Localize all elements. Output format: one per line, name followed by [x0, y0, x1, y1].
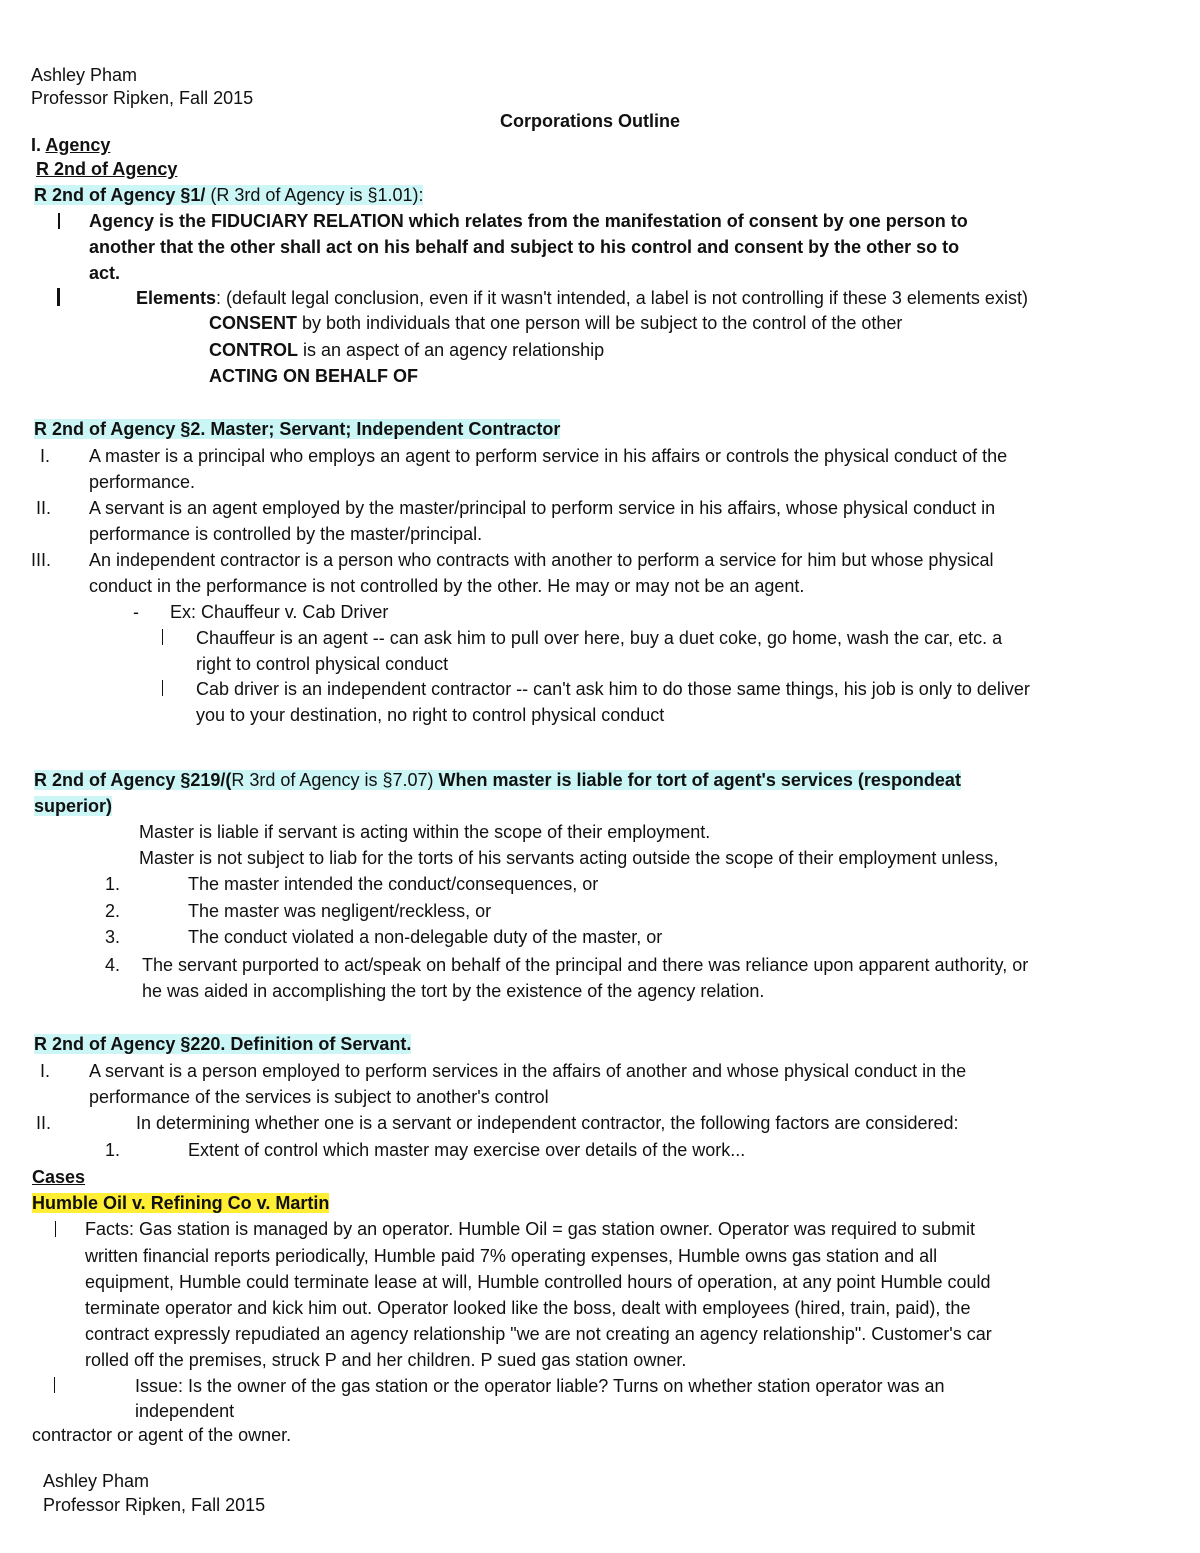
element-key: CONSENT — [209, 313, 298, 333]
footer-author: Ashley Pham — [43, 1471, 150, 1491]
case-name-text: Humble Oil v. Refining Co v. Martin — [32, 1193, 330, 1213]
cases-label: Cases — [32, 1167, 86, 1187]
s219-item: The conduct violated a non-delegable duty of the master, or — [188, 927, 663, 947]
s219-item: The master intended the conduct/consequences, or — [188, 874, 599, 894]
s219-item-line: he was aided in accomplishing the tort by the existence of the agency relation. — [142, 981, 765, 1001]
case-facts-line: written financial reports periodically, Humble paid 7% operating expenses, Humble owns gas station and all — [85, 1246, 938, 1266]
element-item — [209, 339, 604, 361]
s219-heading-d: superior) — [34, 796, 113, 816]
s1-definition-line: act. — [89, 263, 121, 283]
case-facts-line: rolled off the premises, struck P and her children. P sued gas station owner. — [85, 1350, 687, 1370]
element-key: CONTROL — [209, 340, 298, 360]
case-name — [32, 1192, 329, 1214]
facts-text: Gas station is managed by an operator. Humble Oil = gas station owner. Operator was required to submit — [134, 1219, 975, 1239]
s219-item-line: The servant purported to act/speak on behalf of the principal and there was reliance upon apparent authority, or — [142, 955, 1029, 975]
element-rest: by both individuals that one person will be subject to the control of the other — [297, 313, 903, 333]
s2-heading — [34, 418, 560, 440]
s2-item-line: An independent contractor is a person who contracts with another to perform a service for him but whose physical — [89, 550, 994, 570]
s220-item-line: performance of the services is subject to another's control — [89, 1087, 549, 1107]
list-number: 2. — [105, 901, 121, 921]
bullet-bar-icon — [54, 1377, 55, 1393]
example-line: Chauffeur is an agent -- can ask him to pull over here, buy a duet coke, go home, wash the car, etc. a — [196, 628, 1003, 648]
element-item — [209, 312, 902, 334]
s2-item-line: performance. — [89, 472, 196, 492]
course-info: Professor Ripken, Fall 2015 — [31, 88, 254, 108]
s2-item-line: conduct in the performance is not controlled by the other. He may or may not be an agent. — [89, 576, 805, 596]
dash-icon: - — [133, 602, 139, 622]
page-title: Corporations Outline — [500, 111, 680, 131]
bullet-bar-icon — [58, 213, 60, 229]
facts-label: Facts: — [85, 1219, 135, 1239]
example-line: right to control physical conduct — [196, 654, 449, 674]
s219-heading-cont — [34, 795, 112, 817]
list-number: 1. — [105, 1140, 121, 1160]
s1-heading-bold: R 2nd of Agency §1/ — [34, 185, 206, 205]
element-item — [209, 365, 418, 387]
example-title: Ex: Chauffeur v. Cab Driver — [170, 602, 389, 622]
case-facts-line: equipment, Humble could terminate lease at will, Humble controlled hours of operation, at any point Humble could — [85, 1272, 991, 1292]
s219-rule: Master is not subject to liab for the torts of his servants acting outside the scope of their employment unless, — [139, 848, 999, 868]
list-number: III. — [31, 550, 52, 570]
s1-heading-paren: (R 3rd of Agency is §1.01): — [205, 185, 424, 205]
s2-item-line: performance is controlled by the master/principal. — [89, 524, 483, 544]
s1-definition-line: Agency is the FIDUCIARY RELATION which relates from the manifestation of consent by one person to — [89, 211, 968, 231]
s220-item-line: In determining whether one is a servant or independent contractor, the following factors are considered: — [136, 1113, 959, 1133]
case-facts-line: contract expressly repudiated an agency relationship "we are not creating an agency relationship". Customer's car — [85, 1324, 992, 1344]
list-number: 4. — [105, 955, 121, 975]
s219-heading-c: When master is liable for tort of agent's services (respondeat — [433, 770, 961, 790]
author-name: Ashley Pham — [31, 65, 138, 85]
element-rest: is an aspect of an agency relationship — [298, 340, 605, 360]
bullet-bar-icon — [162, 629, 163, 645]
example-line: you to your destination, no right to control physical conduct — [196, 705, 665, 725]
case-issue-tail: contractor or agent of the owner. — [32, 1425, 292, 1445]
subheading-r2nd: R 2nd of Agency — [36, 159, 178, 179]
section-title: Agency — [45, 135, 111, 155]
s220-heading-text: R 2nd of Agency §220. Definition of Servant. — [34, 1034, 412, 1054]
case-facts-line — [85, 1218, 975, 1240]
case-facts-line: terminate operator and kick him out. Operator looked like the boss, dealt with employees (hired, train, paid), the — [85, 1298, 971, 1318]
s2-item-line: A servant is an agent employed by the master/principal to perform service in his affairs, whose physical conduct in — [89, 498, 996, 518]
list-number: II. — [36, 498, 52, 518]
list-number: II. — [36, 1113, 52, 1133]
example-line: Cab driver is an independent contractor -- can't ask him to do those same things, his job is only to deliver — [196, 679, 1030, 699]
bullet-bar-icon — [57, 288, 60, 306]
s220-sub-item: Extent of control which master may exercise over details of the work... — [188, 1140, 746, 1160]
list-number: I. — [40, 446, 51, 466]
s219-item: The master was negligent/reckless, or — [188, 901, 492, 921]
section-number: I. — [31, 135, 46, 155]
s2-item-line: A master is a principal who employs an agent to perform service in his affairs or controls the physical conduct of the — [89, 446, 1008, 466]
s219-heading — [34, 769, 961, 791]
s220-item-line: A servant is a person employed to perform services in the affairs of another and whose physical conduct in the — [89, 1061, 967, 1081]
case-issue-line: independent — [135, 1401, 235, 1421]
footer-course: Professor Ripken, Fall 2015 — [43, 1495, 266, 1515]
s219-heading-b: R 3rd of Agency is §7.07) — [231, 770, 434, 790]
list-number: I. — [40, 1061, 51, 1081]
case-issue-line: Issue: Is the owner of the gas station or the operator liable? Turns on whether station operator was an — [135, 1376, 945, 1396]
list-number: 1. — [105, 874, 121, 894]
s220-heading — [34, 1033, 411, 1055]
bullet-bar-icon — [162, 680, 163, 696]
s219-heading-a: R 2nd of Agency §219/( — [34, 770, 232, 790]
element-key: ACTING ON BEHALF OF — [209, 366, 418, 386]
section-heading-agency — [31, 134, 110, 156]
elements-line — [136, 287, 1028, 309]
s1-heading — [34, 184, 423, 206]
list-number: 3. — [105, 927, 121, 947]
s219-rule: Master is liable if servant is acting within the scope of their employment. — [139, 822, 711, 842]
elements-text: : (default legal conclusion, even if it wasn't intended, a label is not controlling if these 3 elements exist) — [216, 288, 1028, 308]
elements-label: Elements — [136, 288, 217, 308]
bullet-bar-icon — [55, 1221, 56, 1237]
s1-definition-line: another that the other shall act on his behalf and subject to his control and consent by the other so to — [89, 237, 960, 257]
s2-heading-text: R 2nd of Agency §2. Master; Servant; Independent Contractor — [34, 419, 561, 439]
